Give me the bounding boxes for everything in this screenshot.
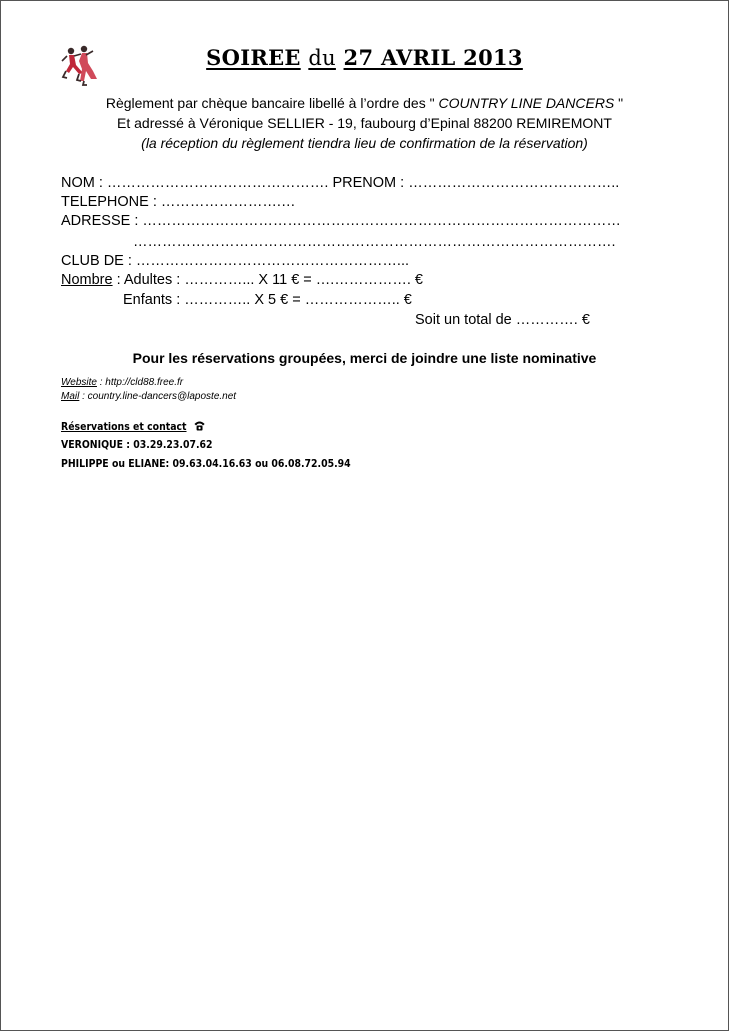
form-adresse[interactable]: ADRESSE : ……………………………………………………………………………………… (61, 213, 621, 229)
mail-link[interactable]: : country.line-dancers@laposte.net (79, 391, 237, 402)
form-telephone[interactable]: TELEPHONE : …………………….… (61, 194, 296, 210)
contact-heading-text: Réservations et contact (61, 420, 187, 433)
form-nom-prenom[interactable]: NOM : ………………………………………. PRENOM : …………………………………….. (61, 175, 620, 191)
mail-label: Mail (61, 391, 80, 402)
telephone-icon (193, 420, 205, 431)
form-total[interactable]: Soit un total de …………. € (415, 312, 590, 328)
payment-line-1 (1, 95, 728, 111)
nombre-label: Nombre (61, 272, 113, 288)
contact-heading (61, 420, 205, 433)
title-du: du (308, 46, 336, 70)
form-adultes[interactable] (61, 272, 423, 288)
website-link[interactable]: : http://cld88.free.fr (96, 377, 184, 388)
form-enfants[interactable]: Enfants : ………….. X 5 € = ……………….. € (123, 292, 412, 308)
title-soiree: SOIREE (206, 45, 301, 70)
form-adresse-line-2[interactable]: ………………………………………………………………………………………. (133, 234, 616, 250)
group-reservation-note: Pour les réservations groupées, merci de joindre une liste nominative (132, 350, 597, 366)
payment-confirmation-note: (la réception du règlement tiendra lieu de confirmation de la réservation) (141, 135, 588, 151)
club-name: COUNTRY LINE DANCERS (434, 95, 619, 111)
payment-address: Et adressé à Véronique SELLIER - 19, faubourg d’Epinal 88200 REMIREMONT (117, 115, 612, 131)
adultes-text: : Adultes : …………... X 11 € = ….……………. € (112, 272, 423, 288)
payment-line-1-prefix: Règlement par chèque bancaire libellé à l’ordre des " (105, 95, 435, 111)
contact-philippe-eliane: PHILIPPE ou ELIANE: 09.63.04.16.63 ou 06.08.72.05.94 (61, 457, 351, 470)
title-date: 27 AVRIL 2013 (343, 45, 523, 70)
page-title (1, 45, 728, 70)
contact-veronique: VERONIQUE : 03.29.23.07.62 (61, 438, 213, 451)
payment-line-1-suffix: " (618, 95, 624, 111)
mail-line (61, 391, 236, 402)
website-line (61, 377, 183, 388)
website-label: Website (61, 377, 97, 388)
form-club[interactable]: CLUB DE : ………………………………………………... (61, 253, 410, 269)
